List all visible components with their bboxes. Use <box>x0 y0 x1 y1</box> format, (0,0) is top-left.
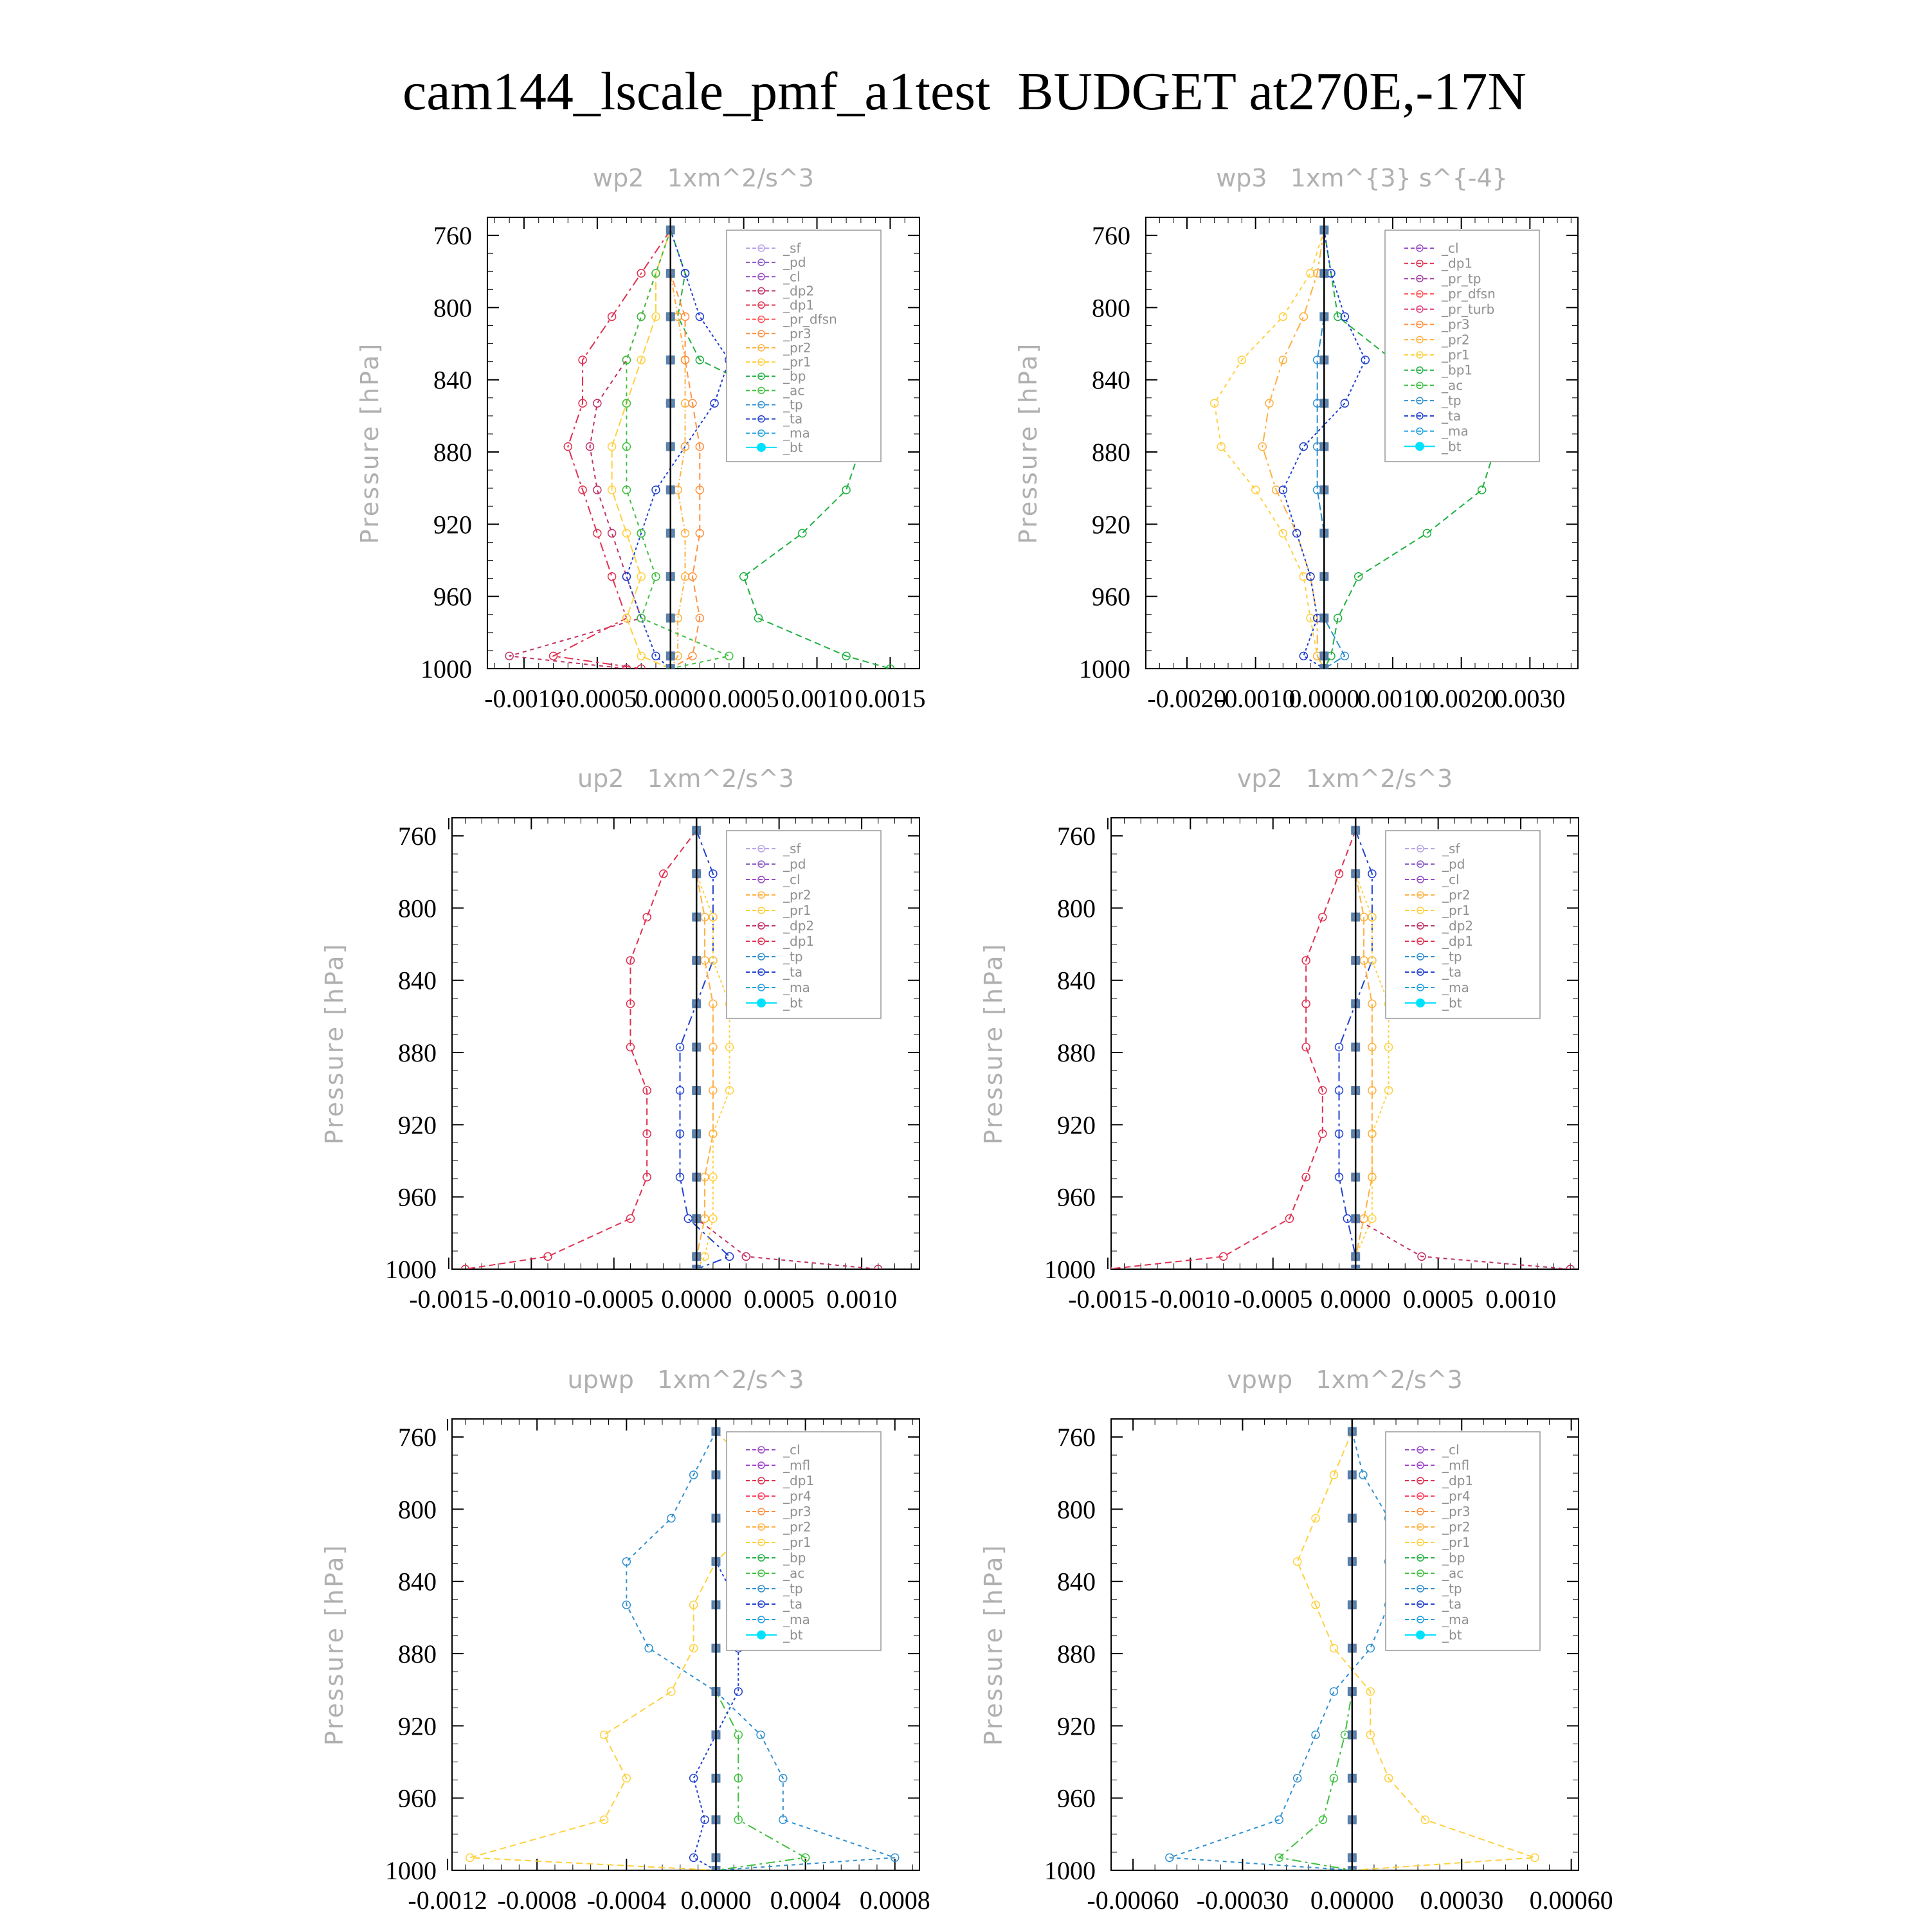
legend-label: _ma <box>783 1612 810 1627</box>
y-tick-label: 920 <box>398 1110 437 1140</box>
legend-label: _pr3 <box>783 325 811 341</box>
y-tick-label: 760 <box>1092 221 1130 251</box>
x-tick-label: -0.0005 <box>1233 1285 1313 1314</box>
y-tick-label: 880 <box>1057 1038 1096 1068</box>
data-point <box>593 399 601 407</box>
y-tick-label: 960 <box>398 1783 437 1813</box>
y-tick-label: 840 <box>1057 966 1096 995</box>
legend-marker <box>757 998 766 1007</box>
data-point <box>601 1731 608 1738</box>
data-point <box>690 1774 698 1782</box>
y-tick-label: 920 <box>433 510 472 539</box>
legend-label: _sf <box>783 240 801 256</box>
data-point <box>622 573 630 581</box>
legend-label: _ta <box>783 1596 803 1612</box>
legend-label: _bt <box>783 995 803 1011</box>
x-tick-label: -0.0005 <box>574 1285 654 1314</box>
legend-label: _pr_tp <box>1442 271 1481 287</box>
x-tick-label: 0.0000 <box>661 1285 732 1314</box>
y-tick-label: 760 <box>433 221 472 251</box>
data-point <box>593 486 601 494</box>
legend-label: _pr3 <box>1442 316 1470 332</box>
legend <box>1385 230 1539 462</box>
legend-label: _ta <box>1442 1596 1462 1612</box>
data-point <box>799 529 806 537</box>
data-point <box>608 573 616 581</box>
legend-label: _dp2 <box>783 283 815 299</box>
legend-label: _sf <box>1442 841 1460 856</box>
y-tick-label: 760 <box>1057 1423 1096 1452</box>
legend-label: _pr1 <box>1442 1535 1471 1550</box>
legend-label: _pr1 <box>783 354 811 370</box>
legend-label: _tp <box>783 1581 803 1596</box>
x-tick-label: 0.0010 <box>826 1285 898 1314</box>
legend-label: _pr_dfsn <box>1442 286 1496 302</box>
data-point <box>466 1854 474 1861</box>
y-tick-label: 840 <box>398 966 437 995</box>
legend-label: _ta <box>783 964 803 980</box>
y-tick-label: 920 <box>398 1711 437 1741</box>
y-tick-label: 840 <box>433 365 472 395</box>
y-tick-label: 800 <box>1057 1495 1096 1524</box>
x-tick-label: 0.0000 <box>1289 684 1360 713</box>
y-tick-label: 960 <box>433 582 472 611</box>
legend-label: _dp2 <box>783 918 815 934</box>
legend-label: _cl <box>783 872 801 887</box>
legend-label: _ta <box>783 411 803 427</box>
y-tick-label: 920 <box>1057 1711 1096 1741</box>
panel-title: wp2 1xm^2/s^3 <box>593 164 814 192</box>
x-tick-label: -0.0008 <box>497 1886 577 1915</box>
legend <box>727 831 881 1018</box>
legend-label: _bp <box>783 1550 806 1566</box>
data-point <box>1279 312 1287 320</box>
x-tick-label: -0.0012 <box>408 1886 487 1915</box>
legend <box>1386 831 1540 1018</box>
y-tick-label: 760 <box>398 1423 437 1452</box>
legend-label: _ma <box>783 425 810 441</box>
y-tick-label: 880 <box>1057 1639 1096 1669</box>
legend-label: _cl <box>1442 240 1459 256</box>
data-point <box>711 399 718 407</box>
legend-label: _tp <box>783 397 803 413</box>
y-axis-label: Pressure [hPa] <box>979 1543 1008 1746</box>
legend-label: _dp1 <box>783 1473 815 1488</box>
x-tick-label: 0.0005 <box>1402 1285 1474 1314</box>
legend-label: _pr4 <box>1442 1488 1471 1504</box>
legend-label: _dp1 <box>783 934 815 949</box>
panel-title: vpwp 1xm^2/s^3 <box>1227 1366 1463 1394</box>
series-line-pr1 <box>1215 230 1325 669</box>
y-tick-label: 840 <box>1057 1567 1096 1596</box>
series-line-ac <box>1279 1432 1352 1870</box>
legend-label: _ma <box>1442 423 1469 439</box>
x-tick-label: -0.0020 <box>1147 684 1227 713</box>
panel-title: wp3 1xm^{3} s^{-4} <box>1216 164 1508 192</box>
x-tick-label: -0.00060 <box>1087 1886 1179 1915</box>
legend-label: _tp <box>1442 1581 1462 1596</box>
legend-label: _ta <box>1442 964 1462 980</box>
data-point <box>643 913 651 921</box>
legend-label: _bp <box>1442 1550 1465 1566</box>
legend-label: _tp <box>1442 949 1462 964</box>
data-point <box>637 312 645 320</box>
data-point <box>645 1645 653 1652</box>
legend-marker <box>1415 442 1424 451</box>
legend-label: _ac <box>1442 377 1463 393</box>
x-tick-label: 0.00000 <box>1310 1886 1394 1915</box>
y-tick-label: 760 <box>1057 822 1096 851</box>
data-point <box>690 1854 698 1861</box>
x-tick-label: 0.0000 <box>635 684 706 713</box>
legend-label: _bp <box>783 368 806 384</box>
legend-label: _pr3 <box>783 1504 811 1519</box>
legend-label: _dp1 <box>1442 1473 1474 1488</box>
data-point <box>682 312 689 320</box>
x-tick-label: 0.00030 <box>1420 1886 1504 1915</box>
x-tick-label: 0.0004 <box>770 1886 841 1915</box>
y-tick-label: 960 <box>1057 1783 1096 1813</box>
x-tick-label: -0.0010 <box>491 1285 571 1314</box>
legend <box>727 230 881 462</box>
legend-label: _pr2 <box>783 887 811 903</box>
legend-label: _dp1 <box>1442 255 1473 271</box>
legend-label: _pr2 <box>783 1519 811 1535</box>
y-tick-label: 800 <box>1057 894 1096 923</box>
data-point <box>1293 529 1301 537</box>
legend-marker <box>757 1630 766 1639</box>
x-tick-label: 0.0015 <box>855 684 926 713</box>
legend-label: _ac <box>783 1566 805 1581</box>
panel-title: upwp 1xm^2/s^3 <box>567 1366 804 1394</box>
legend-label: _pr4 <box>783 1488 811 1504</box>
y-tick-label: 760 <box>398 822 437 851</box>
legend-label: _bp1 <box>1442 362 1473 378</box>
y-tick-label: 840 <box>398 1567 437 1596</box>
series-line-dp1 <box>466 831 697 1269</box>
x-tick-label: -0.0010 <box>1150 1285 1230 1314</box>
legend <box>1386 1432 1540 1650</box>
data-point <box>740 573 748 581</box>
legend-label: _bt <box>783 1627 803 1643</box>
x-tick-label: -0.0015 <box>409 1285 489 1314</box>
data-point <box>1252 486 1260 494</box>
y-tick-label: 840 <box>1092 365 1130 395</box>
panel-title: up2 1xm^2/s^3 <box>577 764 794 793</box>
legend-marker <box>757 443 766 452</box>
y-tick-label: 960 <box>1092 582 1130 611</box>
chart-panel-2 <box>1014 164 1578 713</box>
data-point <box>1300 443 1307 451</box>
y-axis-label: Pressure [hPa] <box>979 942 1008 1145</box>
legend-label: _pd <box>1442 856 1465 872</box>
legend-label: _pr1 <box>783 1535 811 1550</box>
data-point <box>593 529 601 537</box>
legend-label: _cl <box>1442 872 1460 887</box>
legend-label: _ma <box>1442 980 1469 995</box>
legend-marker <box>1416 998 1425 1007</box>
x-tick-label: -0.00030 <box>1196 1886 1289 1915</box>
legend-label: _pr_dfsn <box>783 311 837 327</box>
y-tick-label: 800 <box>398 1495 437 1524</box>
chart-panel-3 <box>320 764 919 1314</box>
chart-panel-6 <box>979 1366 1613 1915</box>
legend-label: _mfl <box>1442 1458 1470 1473</box>
x-tick-label: -0.0015 <box>1068 1285 1148 1314</box>
legend-label: _bt <box>1442 995 1462 1011</box>
y-axis-label: Pressure [hPa] <box>356 341 384 545</box>
legend-label: _ma <box>783 980 810 995</box>
y-tick-label: 960 <box>1057 1182 1096 1212</box>
data-point <box>689 652 696 660</box>
y-tick-label: 880 <box>398 1038 437 1068</box>
data-point <box>726 1252 734 1260</box>
legend-label: _pr_turb <box>1442 301 1495 317</box>
legend-label: _pr2 <box>1442 887 1471 903</box>
data-point <box>1330 1688 1337 1695</box>
data-point <box>701 1816 709 1823</box>
data-point <box>1300 652 1307 660</box>
y-tick-label: 960 <box>398 1182 437 1212</box>
legend-label: _dp2 <box>1442 918 1474 934</box>
legend-label: _pr2 <box>1442 1519 1471 1535</box>
data-point <box>684 1214 692 1222</box>
x-tick-label: 0.0000 <box>680 1886 752 1915</box>
data-point <box>667 1514 675 1522</box>
x-tick-label: 0.0030 <box>1494 684 1566 713</box>
legend-label: _pd <box>783 255 806 271</box>
panel-title: vp2 1xm^2/s^3 <box>1236 764 1453 793</box>
y-axis-label: Pressure [hPa] <box>1014 341 1042 545</box>
x-tick-label: 0.0010 <box>1357 684 1428 713</box>
data-point <box>1302 1043 1310 1051</box>
x-tick-label: 0.0010 <box>781 684 853 713</box>
y-axis-label: Pressure [hPa] <box>320 942 349 1145</box>
y-tick-label: 800 <box>1092 293 1130 323</box>
x-tick-label: 0.0005 <box>743 1285 815 1314</box>
legend-label: _dp1 <box>1442 934 1474 949</box>
data-point <box>622 529 630 537</box>
chart-panel-5 <box>320 1366 930 1915</box>
data-point <box>608 529 616 537</box>
y-tick-label: 1000 <box>385 1255 437 1284</box>
x-tick-label: 0.0010 <box>1485 1285 1557 1314</box>
legend-label: _mfl <box>783 1458 811 1473</box>
x-tick-label: 0.0020 <box>1426 684 1497 713</box>
legend-label: _dp1 <box>783 297 815 313</box>
legend-label: _bt <box>1442 1627 1462 1643</box>
x-tick-label: -0.0005 <box>557 684 637 713</box>
chart-panel-1 <box>356 164 925 713</box>
y-tick-label: 1000 <box>1044 1255 1096 1284</box>
legend-label: _pr1 <box>783 903 811 918</box>
y-tick-label: 880 <box>433 438 472 467</box>
data-point <box>1359 1471 1367 1479</box>
data-point <box>1265 399 1273 407</box>
legend-label: _cl <box>783 1442 801 1458</box>
x-tick-label: -0.0004 <box>586 1886 666 1915</box>
data-point <box>1361 356 1369 364</box>
legend-label: _pd <box>783 856 806 872</box>
legend-label: _ac <box>1442 1566 1464 1581</box>
data-point <box>1478 486 1486 494</box>
legend-label: _pr1 <box>1442 903 1471 918</box>
y-tick-label: 1000 <box>421 655 472 683</box>
data-point <box>637 652 645 660</box>
figure-title: cam144_lscale_pmf_a1test BUDGET at270E,-17N <box>402 62 1527 122</box>
legend-label: _cl <box>1442 1442 1460 1458</box>
data-point <box>696 312 703 320</box>
data-point <box>725 652 733 660</box>
data-point <box>1300 312 1307 320</box>
y-tick-label: 880 <box>398 1639 437 1669</box>
legend-marker <box>1416 1630 1425 1639</box>
data-point <box>842 486 850 494</box>
legend-label: _sf <box>783 841 801 856</box>
legend-label: _ac <box>783 383 805 399</box>
chart-panel-4 <box>979 764 1579 1314</box>
legend-label: _pr3 <box>1442 1504 1471 1519</box>
legend-label: _bt <box>1442 438 1462 455</box>
legend-label: _cl <box>783 269 801 285</box>
legend-label: _bt <box>783 439 803 455</box>
y-tick-label: 1000 <box>1044 1856 1096 1885</box>
x-tick-label: 0.0005 <box>708 684 779 713</box>
y-tick-label: 800 <box>433 293 472 323</box>
data-point <box>1366 1645 1374 1652</box>
legend-label: _ta <box>1442 408 1462 424</box>
legend-label: _pr2 <box>1442 332 1470 348</box>
legend-label: _pr2 <box>783 339 811 356</box>
x-tick-label: 0.0000 <box>1320 1285 1391 1314</box>
series-line-dp1 <box>1108 831 1355 1269</box>
data-point <box>1330 1645 1337 1652</box>
y-tick-label: 1000 <box>1079 655 1130 683</box>
y-tick-label: 920 <box>1092 510 1130 539</box>
data-point <box>1294 1558 1301 1566</box>
x-tick-label: 0.0008 <box>859 1886 930 1915</box>
y-tick-label: 880 <box>1092 438 1130 467</box>
y-tick-label: 920 <box>1057 1110 1096 1140</box>
legend-label: _tp <box>783 949 803 964</box>
x-tick-label: 0.00060 <box>1529 1886 1613 1915</box>
legend <box>727 1432 881 1650</box>
legend-label: _ma <box>1442 1612 1469 1627</box>
x-tick-label: -0.0010 <box>1216 684 1296 713</box>
y-axis-label: Pressure [hPa] <box>320 1543 349 1746</box>
legend-label: _pr1 <box>1442 347 1470 363</box>
y-tick-label: 800 <box>398 894 437 923</box>
legend-label: _tp <box>1442 393 1462 409</box>
y-tick-label: 1000 <box>385 1856 437 1885</box>
x-tick-label: -0.0010 <box>484 684 564 713</box>
